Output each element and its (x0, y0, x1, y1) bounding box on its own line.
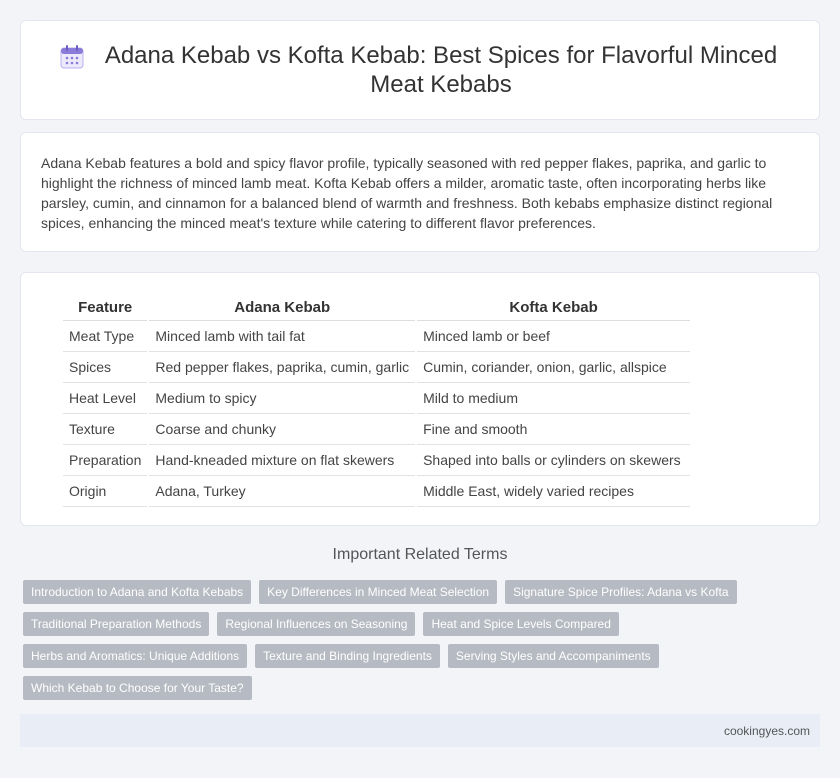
cell-kofta: Fine and smooth (417, 414, 690, 445)
tag-row (23, 580, 823, 604)
cell-feature: Preparation (63, 445, 147, 476)
header-adana: Adana Kebab (149, 295, 415, 321)
related-tag[interactable]: Herbs and Aromatics: Unique Additions (23, 644, 247, 668)
header-card (20, 20, 820, 120)
cell-feature: Heat Level (63, 383, 147, 414)
cell-adana: Hand-kneaded mixture on flat skewers (149, 445, 415, 476)
related-terms-title: Important Related Terms (332, 546, 508, 563)
cell-kofta: Cumin, coriander, onion, garlic, allspice (417, 352, 690, 383)
header-feature: Feature (63, 295, 147, 321)
cell-kofta: Shaped into balls or cylinders on skewers (417, 445, 690, 476)
table-row (63, 321, 690, 352)
cell-feature: Meat Type (63, 321, 147, 352)
header-inner (59, 41, 781, 99)
table-row (63, 414, 690, 445)
table-row (63, 445, 690, 476)
tag-row (23, 612, 823, 636)
cell-adana: Red pepper flakes, paprika, cumin, garlic (149, 352, 415, 383)
calendar-icon (59, 44, 85, 70)
related-tag[interactable]: Serving Styles and Accompaniments (448, 644, 659, 668)
related-tag[interactable]: Key Differences in Minced Meat Selection (259, 580, 497, 604)
comparison-card (20, 272, 820, 526)
tag-row (23, 644, 823, 668)
cell-adana: Medium to spicy (149, 383, 415, 414)
related-tag[interactable]: Texture and Binding Ingredients (255, 644, 440, 668)
related-tag[interactable]: Traditional Preparation Methods (23, 612, 209, 636)
cell-adana: Adana, Turkey (149, 476, 415, 507)
cell-kofta: Mild to medium (417, 383, 690, 414)
related-tag[interactable]: Introduction to Adana and Kofta Kebabs (23, 580, 251, 604)
summary-card (20, 132, 820, 252)
table-row (63, 383, 690, 414)
related-tag[interactable]: Signature Spice Profiles: Adana vs Kofta (505, 580, 736, 604)
related-tag[interactable]: Heat and Spice Levels Compared (423, 612, 618, 636)
summary-text: Adana Kebab features a bold and spicy flavor profile, typically seasoned with red pepper flakes, paprika, and garlic to highlight the richness of minced lamb meat. Kofta Kebab offers a milder, aromatic taste, often incorporating herbs like parsley, cumin, and cinnamon for a balanced blend of warmth and freshness. Both kebabs emphasize distinct regional spices, enhancing the minced meat's texture while catering to different flavor preferences. (41, 155, 773, 231)
table-row (63, 476, 690, 507)
footer (20, 714, 820, 747)
table-header-row (63, 295, 690, 321)
related-tags (23, 580, 823, 708)
header-kofta: Kofta Kebab (417, 295, 690, 321)
cell-kofta: Middle East, widely varied recipes (417, 476, 690, 507)
related-tag[interactable]: Which Kebab to Choose for Your Taste? (23, 676, 252, 700)
cell-kofta: Minced lamb or beef (417, 321, 690, 352)
page-title: Adana Kebab vs Kofta Kebab: Best Spices for Flavorful Minced Meat Kebabs (104, 42, 778, 98)
cell-feature: Origin (63, 476, 147, 507)
table-row (63, 352, 690, 383)
cell-feature: Spices (63, 352, 147, 383)
related-tag[interactable]: Regional Influences on Seasoning (217, 612, 415, 636)
cell-adana: Minced lamb with tail fat (149, 321, 415, 352)
cell-adana: Coarse and chunky (149, 414, 415, 445)
tag-row (23, 676, 823, 700)
cell-feature: Texture (63, 414, 147, 445)
footer-site-link[interactable]: cookingyes.com (723, 723, 810, 738)
comparison-table (61, 295, 692, 507)
